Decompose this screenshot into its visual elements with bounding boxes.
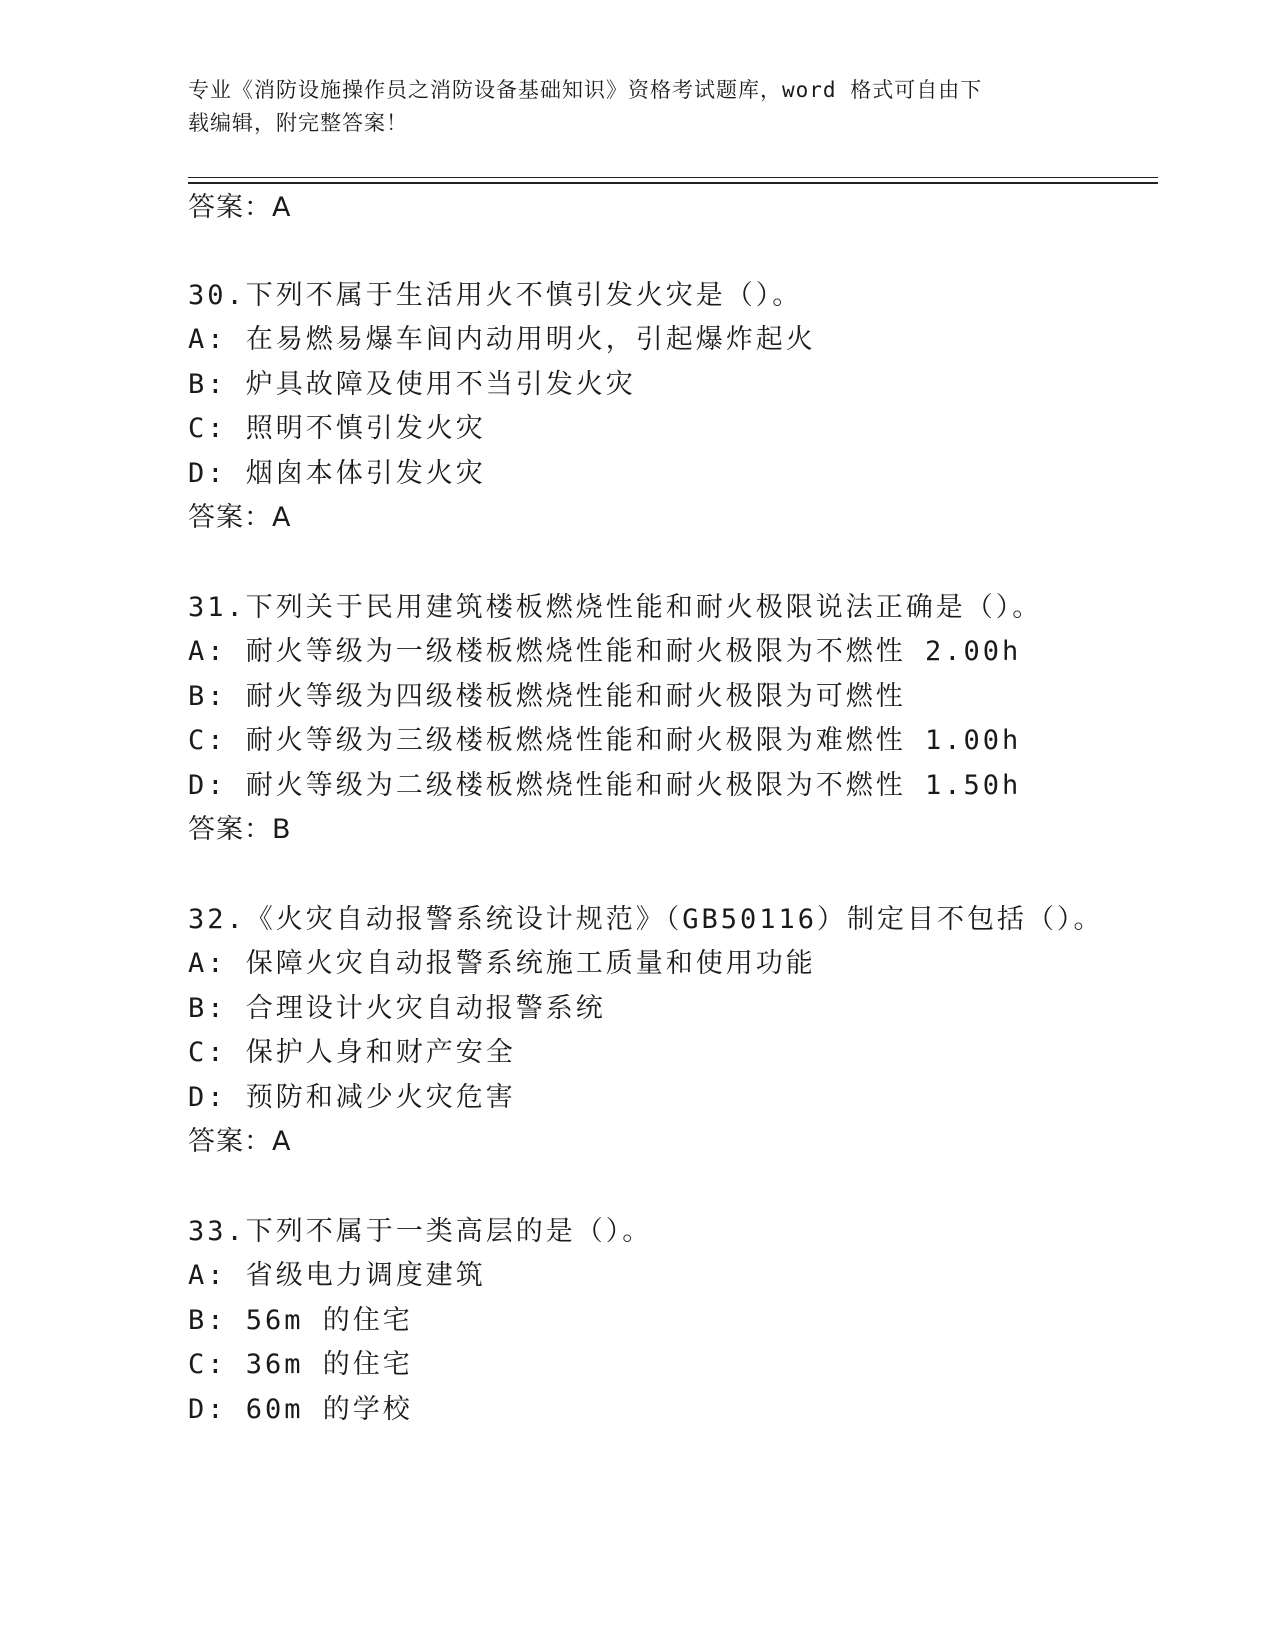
header-line-2: 载编辑，附完整答案！ [188, 111, 408, 135]
previous-answer: 答案：A [188, 192, 292, 223]
option-c: C: 照明不慎引发火灾 [188, 413, 486, 444]
option-b: B: 合理设计火灾自动报警系统 [188, 993, 606, 1024]
question-stem: 33.下列不属于一类高层的是（）。 [188, 1216, 653, 1247]
header-line-1: 专业《消防设施操作员之消防设备基础知识》资格考试题库，word 格式可自由下 [188, 78, 983, 102]
option-c: C: 保护人身和财产安全 [188, 1037, 516, 1068]
option-a: A: 在易燃易爆车间内动用明火，引起爆炸起火 [188, 324, 816, 355]
header-divider-thin [188, 177, 1158, 178]
option-c: C: 36m 的住宅 [188, 1349, 413, 1380]
document-header [188, 74, 1088, 140]
answer: 答案：B [188, 814, 292, 845]
question-stem: 30.下列不属于生活用火不慎引发火灾是（）。 [188, 280, 803, 311]
option-a: A: 耐火等级为一级楼板燃烧性能和耐火极限为不燃性 2.00h [188, 636, 1022, 667]
option-c: C: 耐火等级为三级楼板燃烧性能和耐火极限为难燃性 1.00h [188, 725, 1022, 756]
option-d: D: 预防和减少火灾危害 [188, 1082, 516, 1113]
option-d: D: 烟囱本体引发火灾 [188, 458, 486, 489]
header-divider-thick [188, 182, 1158, 184]
question-stem: 31.下列关于民用建筑楼板燃烧性能和耐火极限说法正确是（）。 [188, 592, 1043, 623]
answer: 答案：A [188, 1126, 292, 1157]
option-a: A: 保障火灾自动报警系统施工质量和使用功能 [188, 948, 816, 979]
option-b: B: 耐火等级为四级楼板燃烧性能和耐火极限为可燃性 [188, 681, 906, 712]
question-stem: 32.《火灾自动报警系统设计规范》（GB50116）制定目不包括（）。 [188, 904, 1104, 935]
option-b: B: 56m 的住宅 [188, 1305, 413, 1336]
option-d: D: 耐火等级为二级楼板燃烧性能和耐火极限为不燃性 1.50h [188, 770, 1022, 801]
answer: 答案：A [188, 502, 292, 533]
option-a: A: 省级电力调度建筑 [188, 1260, 486, 1291]
option-d: D: 60m 的学校 [188, 1394, 413, 1425]
option-b: B: 炉具故障及使用不当引发火灾 [188, 369, 636, 400]
